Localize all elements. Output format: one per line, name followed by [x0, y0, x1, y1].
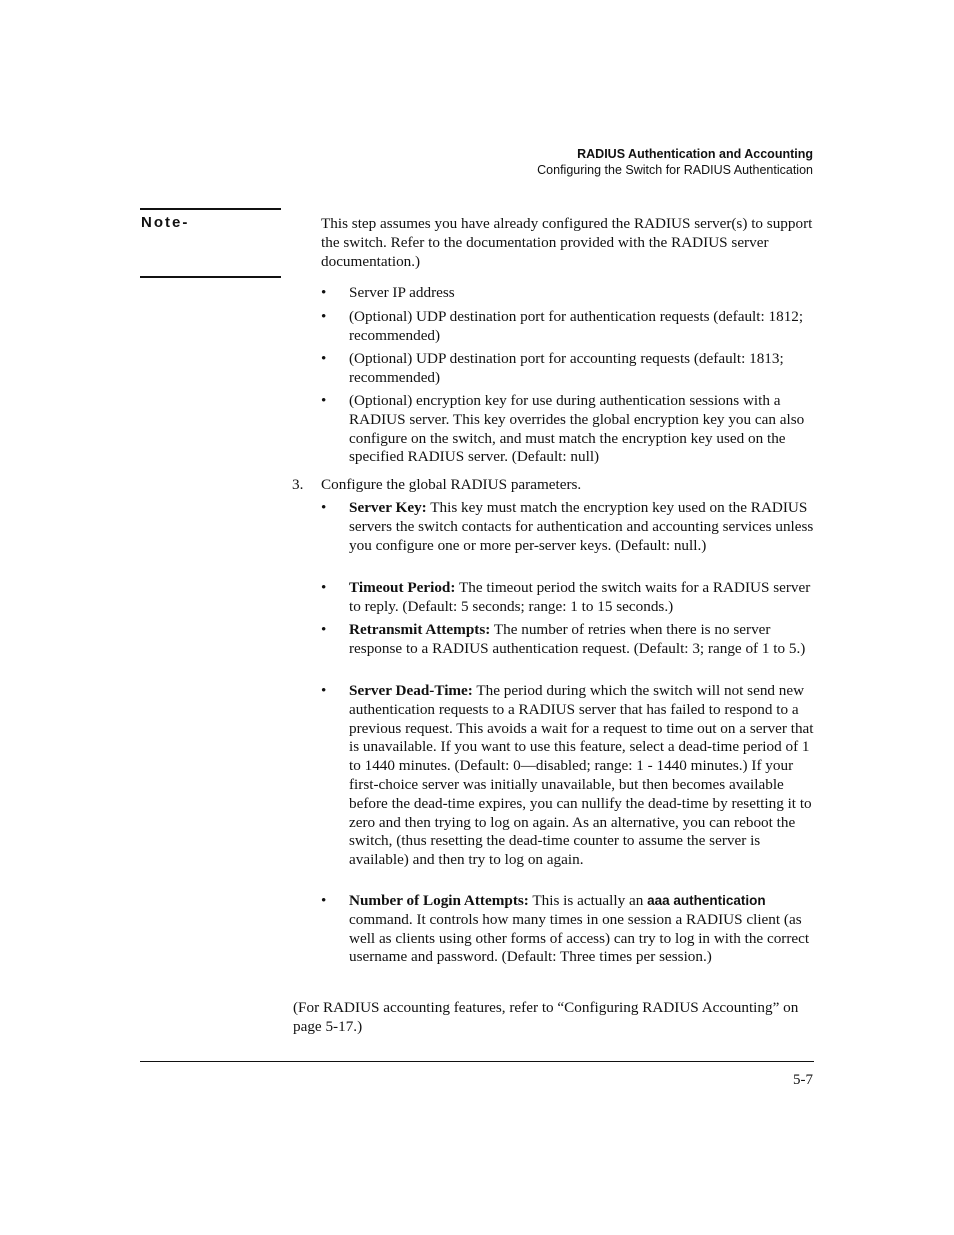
term-label: Number of Login Attempts: [349, 892, 529, 909]
step-text: Configure the global RADIUS parameters. [321, 476, 582, 493]
running-header-section: Configuring the Switch for RADIUS Authentication [537, 163, 813, 177]
bullet-icon: • [321, 892, 327, 909]
bullet-icon: • [321, 621, 327, 638]
list-item-text: Server IP address [349, 284, 455, 301]
bullet-icon: • [321, 682, 327, 699]
list-item [321, 682, 815, 889]
list-item [321, 284, 815, 303]
closing-paragraph: (For RADIUS accounting features, refer to “Configuring RADIUS Accounting” on page 5-17.) [293, 999, 799, 1035]
term-description: This is actually an [528, 892, 648, 909]
list-item-text [349, 682, 815, 870]
bullet-icon: • [321, 499, 327, 516]
list-item-text: (Optional) UDP destination port for accounting requests (default: 1813; recommended) [349, 350, 784, 386]
list-item [321, 350, 815, 388]
bullet-icon: • [321, 350, 327, 367]
term-label: Timeout Period: [349, 579, 456, 596]
list-item [321, 892, 815, 987]
note-text: This step assumes you have already configured the RADIUS server(s) to support the switch. Refer to the documentation provided with the RADIUS server documentation.) [321, 215, 813, 270]
list-item-text [349, 499, 815, 555]
command-keyword: aaa authentication [647, 893, 766, 908]
term-label: Server Dead-Time: [349, 682, 473, 699]
footer-rule [140, 1061, 814, 1062]
bullet-icon: • [321, 284, 327, 301]
bullet-icon: • [321, 392, 327, 409]
list-item [321, 621, 815, 678]
list-item-text [349, 621, 815, 659]
term-description: This key must match the encryption key used on the RADIUS servers the switch contacts for authentication and accounting services unless you configure one or more per-server keys. (Default: null.) [349, 499, 814, 554]
term-label: Server Key: [349, 499, 427, 516]
note-label: Note- [141, 214, 190, 231]
list-item [321, 392, 815, 468]
list-item [321, 499, 815, 575]
list-item-text: (Optional) UDP destination port for authentication requests (default: 1812; recommended) [349, 308, 804, 344]
list-item [321, 308, 815, 346]
list-item-text: (Optional) encryption key for use during authentication sessions with a RADIUS server. This key overrides the global encryption key you can also configure on the switch, and must match the encryption key used on the specified RADIUS server. (Default: null) [349, 392, 805, 466]
term-description-continued: command. It controls how many times in one session a RADIUS client (as well as clients using other forms of access) can try to log in with the correct username and password. (Default: Three times per session.) [349, 910, 810, 966]
term-description: The timeout period the switch waits for a RADIUS server to reply. (Default: 5 seconds; range: 1 to 15 seconds.) [349, 579, 811, 615]
note-bottom-rule [140, 276, 281, 278]
step-number: 3. [292, 476, 304, 493]
list-item-text [349, 892, 815, 967]
bullet-icon: • [321, 579, 327, 596]
term-description: The period during which the switch will not send new authentication requests to a RADIUS server that has failed to respond to a previous request. This avoids a wait for a request to time out on a server that is unavailable. If you want to use this feature, select a dead-time period of 1 to 1440 minutes. (Default: 0—disabled; range: 1 - 1440 minutes.) If your first-choice server was initially unavailable, but then becomes available before the dead-time expires, you can nullify the dead-time by resetting it to zero and then trying to log on again. As an alternative, you can reboot the switch, (thus resetting the dead-time counter to assume the server is available) and then try to log on again. [349, 682, 814, 869]
running-header-chapter: RADIUS Authentication and Accounting [577, 147, 813, 161]
page-number: 5-7 [793, 1072, 813, 1088]
term-description: The number of retries when there is no server response to a RADIUS authentication request. (Default: 3; range of 1 to 5.) [349, 621, 806, 657]
list-item [321, 579, 815, 617]
list-item-text [349, 579, 815, 617]
term-label: Retransmit Attempts: [349, 621, 491, 638]
note-top-rule [140, 208, 281, 210]
bullet-icon: • [321, 308, 327, 325]
